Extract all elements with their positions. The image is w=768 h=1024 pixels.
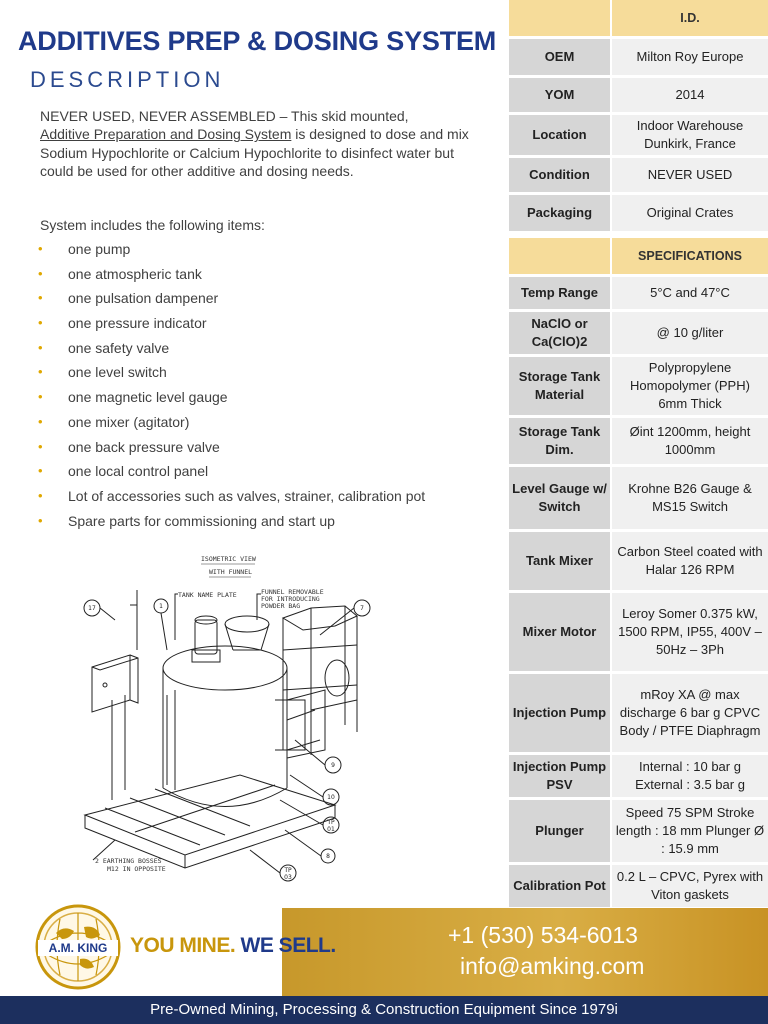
list-item: • one mixer (agitator) xyxy=(38,413,190,430)
spec-table xyxy=(509,0,768,908)
table-row xyxy=(509,865,768,907)
includes-label: System includes the following items: xyxy=(40,217,265,233)
row-value: Internal : 10 bar g External : 3.5 bar g xyxy=(612,755,768,797)
callout-tank-name-plate: TANK NAME PLATE xyxy=(178,591,237,599)
row-value: NEVER USED xyxy=(612,158,768,192)
list-item: • one magnetic level gauge xyxy=(38,389,228,406)
table-row xyxy=(509,467,768,529)
table-row xyxy=(509,755,768,797)
table-row xyxy=(509,800,768,862)
phone-number[interactable]: +1 (530) 534-6013 xyxy=(448,922,638,948)
bullet-icon: • xyxy=(38,290,43,306)
bullet-icon: • xyxy=(38,438,43,454)
row-label: Location xyxy=(509,115,610,155)
row-value: Krohne B26 Gauge & MS15 Switch xyxy=(612,467,768,529)
callout-9: 9 xyxy=(331,762,335,769)
callout-funnel-1: FUNNEL REMOVABLE xyxy=(261,588,324,596)
description-rest: is designed to dose and mix Sodium Hypochlorite or Calcium Hypochlorite to disinfect water but could be used for other additive and dosing needs. xyxy=(40,126,469,179)
items-list xyxy=(38,240,425,536)
table-row xyxy=(509,158,768,192)
list-item: • one pump xyxy=(38,241,131,257)
row-value: @ 10 g/liter xyxy=(612,312,768,354)
list-item: • one pulsation dampener xyxy=(38,290,219,307)
id-header-blank xyxy=(509,0,610,36)
callout-tp03-top: TP xyxy=(284,867,292,874)
row-label: Temp Range xyxy=(509,277,610,309)
callout-8: 8 xyxy=(326,853,330,860)
row-value: mRoy XA @ max discharge 6 bar g CPVC Body / PTFE Diaphragm xyxy=(612,674,768,752)
bullet-icon: • xyxy=(38,364,43,380)
id-header: I.D. xyxy=(612,0,768,36)
table-row xyxy=(509,115,768,155)
bullet-icon: • xyxy=(38,265,43,281)
row-label: Packaging xyxy=(509,195,610,231)
row-label: YOM xyxy=(509,78,610,112)
row-label: Tank Mixer xyxy=(509,532,610,590)
section-subtitle: DESCRIPTION xyxy=(30,67,225,92)
table-row xyxy=(509,277,768,309)
description-underlined: Additive Preparation and Dosing System xyxy=(40,126,292,143)
bullet-icon: • xyxy=(38,389,43,405)
row-value: 0.2 L – CPVC, Pyrex with Viton gaskets xyxy=(612,865,768,907)
table-row xyxy=(509,674,768,752)
callout-earthing-1: 2 EARTHING BOSSES xyxy=(95,857,162,865)
row-value: Indoor Warehouse Dunkirk, France xyxy=(612,115,768,155)
table-row xyxy=(509,195,768,231)
callout-tp01-top: TP xyxy=(327,819,335,826)
list-item: • Lot of accessories such as valves, strainer, calibration pot xyxy=(38,487,426,504)
bullet-icon: • xyxy=(38,315,43,331)
table-row xyxy=(509,532,768,590)
row-label: Plunger xyxy=(509,800,610,862)
list-item: • Spare parts for commissioning and start up xyxy=(38,512,335,529)
row-label: OEM xyxy=(509,39,610,75)
row-label: NaClO or Ca(ClO)2 xyxy=(509,312,610,354)
spec-header: SPECIFICATIONS xyxy=(612,238,768,274)
bullet-icon: • xyxy=(38,413,43,429)
bullet-icon: • xyxy=(38,463,43,479)
row-value: 2014 xyxy=(612,78,768,112)
list-item: • one atmospheric tank xyxy=(38,265,202,282)
callout-tp03-bottom: 03 xyxy=(284,874,292,881)
table-row xyxy=(509,357,768,415)
table-row xyxy=(509,312,768,354)
description-lead: NEVER USED, NEVER ASSEMBLED – This skid mounted, xyxy=(40,108,409,124)
row-label: Storage Tank Material xyxy=(509,357,610,415)
callout-17: 17 xyxy=(88,605,96,612)
bullet-icon: • xyxy=(38,241,43,256)
row-value: Speed 75 SPM Stroke length : 18 mm Plunger Ø : 15.9 mm xyxy=(612,800,768,862)
row-value: Leroy Somer 0.375 kW, 1500 RPM, IP55, 400V – 50Hz – 3Ph xyxy=(612,593,768,671)
callout-funnel-3: POWDER BAG xyxy=(261,602,301,610)
callout-10: 10 xyxy=(327,794,335,801)
table-row xyxy=(509,418,768,464)
amking-logo xyxy=(34,903,122,991)
bullet-icon: • xyxy=(38,339,43,355)
tagline-sell: WE SELL. xyxy=(235,934,336,957)
list-item: • one level switch xyxy=(38,364,167,381)
callout-7: 7 xyxy=(360,605,364,612)
list-item: • one back pressure valve xyxy=(38,438,220,455)
drawing-title-2: WITH FUNNEL xyxy=(209,568,253,576)
bullet-icon: • xyxy=(38,512,43,528)
list-item: • one pressure indicator xyxy=(38,315,207,332)
bullet-icon: • xyxy=(38,487,43,503)
row-value: Polypropylene Homopolymer (PPH) 6mm Thick xyxy=(612,357,768,415)
logo-text: A.M. KING xyxy=(48,941,108,955)
table-row xyxy=(509,78,768,112)
row-value: Original Crates xyxy=(612,195,768,231)
list-item: • one local control panel xyxy=(38,463,209,480)
row-label: Mixer Motor xyxy=(509,593,610,671)
callout-earthing-2: M12 IN OPPOSITE xyxy=(107,865,166,873)
row-label: Condition xyxy=(509,158,610,192)
tagline-mine: YOU MINE. xyxy=(130,934,236,957)
table-row xyxy=(509,39,768,75)
spec-header-row xyxy=(509,238,768,274)
row-label: Injection Pump PSV xyxy=(509,755,610,797)
description-paragraph xyxy=(40,107,480,180)
callout-tp01-bottom: 01 xyxy=(327,826,335,833)
row-label: Storage Tank Dim. xyxy=(509,418,610,464)
row-label: Injection Pump xyxy=(509,674,610,752)
row-value: Øint 1200mm, height 1000mm xyxy=(612,418,768,464)
row-value: Carbon Steel coated with Halar 126 RPM xyxy=(612,532,768,590)
tagline xyxy=(130,934,336,958)
row-label: Calibration Pot xyxy=(509,865,610,907)
bottom-banner: Pre-Owned Mining, Processing & Construction Equipment Since 1979i xyxy=(0,996,768,1024)
row-value: 5°C and 47°C xyxy=(612,277,768,309)
list-item: • one safety valve xyxy=(38,339,170,356)
page-title: ADDITIVES PREP & DOSING SYSTEM xyxy=(18,26,497,56)
id-header-row xyxy=(509,0,768,36)
row-value: Milton Roy Europe xyxy=(612,39,768,75)
email-address[interactable]: info@amking.com xyxy=(460,953,645,979)
spec-header-blank xyxy=(509,238,610,274)
table-row xyxy=(509,593,768,671)
isometric-drawing xyxy=(75,550,385,890)
row-label: Level Gauge w/ Switch xyxy=(509,467,610,529)
callout-1: 1 xyxy=(159,603,163,610)
drawing-title-1: ISOMETRIC VIEW xyxy=(201,555,256,563)
callout-funnel-2: FOR INTRODUCING xyxy=(261,595,320,603)
